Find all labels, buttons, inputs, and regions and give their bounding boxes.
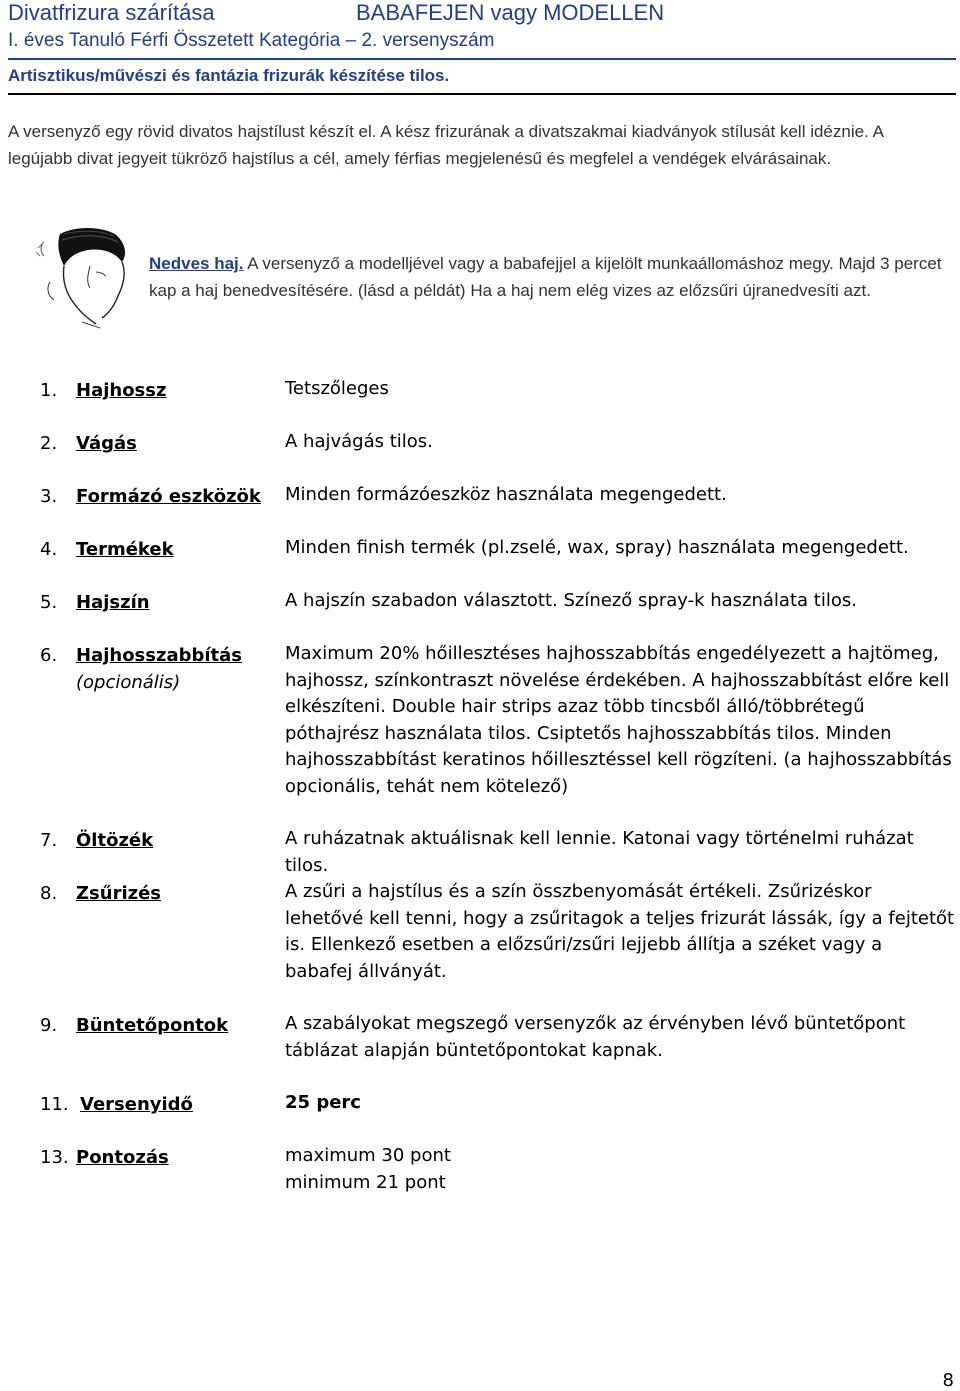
rule-number: 7.: [40, 830, 58, 851]
intro-comma: ,: [334, 149, 340, 168]
rule-number: 5.: [40, 592, 58, 613]
rule-label: Versenyidő: [80, 1094, 193, 1115]
divider: [8, 58, 956, 60]
warning-text: Artisztikus/művészi és fantázia frizurák készítése tilos.: [8, 66, 450, 85]
page-number: 8: [942, 1370, 954, 1391]
rule-value: [285, 1143, 955, 1196]
intro-part1: A versenyző egy rövid divatos hajstílust készít el. A kész frizurának a divatszakmai kiadványok stílusát kell idéznie. A legújabb divat jegyeit tükröző hajstílus a cél: [8, 122, 883, 168]
divider: [8, 93, 956, 95]
document-title: Divatfrizura szárítása: [8, 0, 215, 25]
intro-part2: amely férfias megjelenésű és megfelel a vendégek elvárásainak.: [339, 149, 832, 168]
rule-number: 11.: [40, 1094, 69, 1115]
rule-label: Zsűrizés: [76, 883, 162, 904]
rule-label: Termékek: [76, 539, 174, 560]
category-title: BABAFEJEN vagy MODELLEN: [356, 0, 665, 25]
rule-number: 13.: [40, 1147, 69, 1168]
wet-hair-text: [149, 250, 949, 304]
rule-number: 8.: [40, 883, 58, 904]
rule-number: 6.: [40, 645, 58, 666]
rule-label: Büntetőpontok: [76, 1015, 229, 1036]
rule-value: 25 perc: [285, 1092, 361, 1113]
rule-value-line: maximum 30 pont: [285, 1145, 451, 1166]
rule-label: Hajszín: [76, 592, 150, 613]
subtitle: I. éves Tanuló Férfi Összetett Kategória – 2. versenyszám: [8, 30, 495, 51]
rule-number: 3.: [40, 486, 58, 507]
rule-value: Maximum 20% hőillesztéses hajhosszabbítás engedélyezett a hajtömeg, hajhossz, színkontraszt növelése érdekében. A hajhosszabbítást előre kell elkészíteni. Double hair strips azaz több tincsből álló/többrétegű póthajrész használata tilos. Csiptetős hajhosszabbítás tilos. Minden hajhosszabbítást keratinos hőillesztéssel kell rögzíteni. (a hajhosszabbítás opcionális, tehát nem kötelező): [285, 643, 952, 797]
rule-value: Minden finish termék (pl.zselé, wax, spray) használata megengedett.: [285, 537, 909, 558]
wet-hair-label: Nedves haj.: [149, 254, 244, 273]
rule-value: A hajvágás tilos.: [285, 431, 433, 452]
rule-value: Minden formázóeszköz használata megengedett.: [285, 484, 727, 505]
rule-number: 4.: [40, 539, 58, 560]
rule-label: Hajhosszabbítás: [76, 645, 243, 666]
rule-label: Pontozás: [76, 1147, 169, 1168]
rule-value: A zsűri a hajstílus és a szín összbenyomását értékeli. Zsűrizéskor lehetővé kell tenni, hogy a zsűritagok a teljes frizurát lássák, így a fejtetőt is. Ellenkező esetben a előzsűri/zsűri lejjebb állítja a széket vagy a babafej állványát.: [285, 881, 955, 982]
rule-value-line: minimum 21 pont: [285, 1171, 446, 1193]
rule-value: A hajszín szabadon választott. Színező spray-k használata tilos.: [285, 590, 857, 611]
rule-label: Formázó eszközök: [76, 486, 261, 507]
mens-hairstyle-sketch-icon: [30, 222, 132, 332]
rule-label: Öltözék: [76, 830, 154, 851]
rule-label: Hajhossz: [76, 380, 167, 401]
rule-number: 9.: [40, 1015, 58, 1036]
rule-number: 2.: [40, 433, 58, 454]
rule-value: A ruházatnak aktuálisnak kell lennie. Katonai vagy történelmi ruházat tilos.: [285, 828, 914, 876]
rule-sublabel: (opcionális): [76, 672, 181, 693]
page-header: [8, 0, 956, 95]
title-line: [8, 0, 956, 28]
rule-value: A szabályokat megszegő versenyzők az érvényben lévő büntetőpont táblázat alapján büntetőpontokat kapnak.: [285, 1013, 906, 1061]
rule-label: Vágás: [76, 433, 137, 454]
wet-hair-description: A versenyző a modelljével vagy a babafejjel a kijelölt munkaállomáshoz megy. Majd 3 percet kap a haj benedvesítésére. (lásd a példát) Ha a haj nem elég vizes az előzsűri újranedvesíti azt.: [149, 254, 942, 300]
rule-number: 1.: [40, 380, 58, 401]
rule-value: Tetszőleges: [285, 378, 389, 399]
intro-paragraph: [8, 118, 938, 172]
